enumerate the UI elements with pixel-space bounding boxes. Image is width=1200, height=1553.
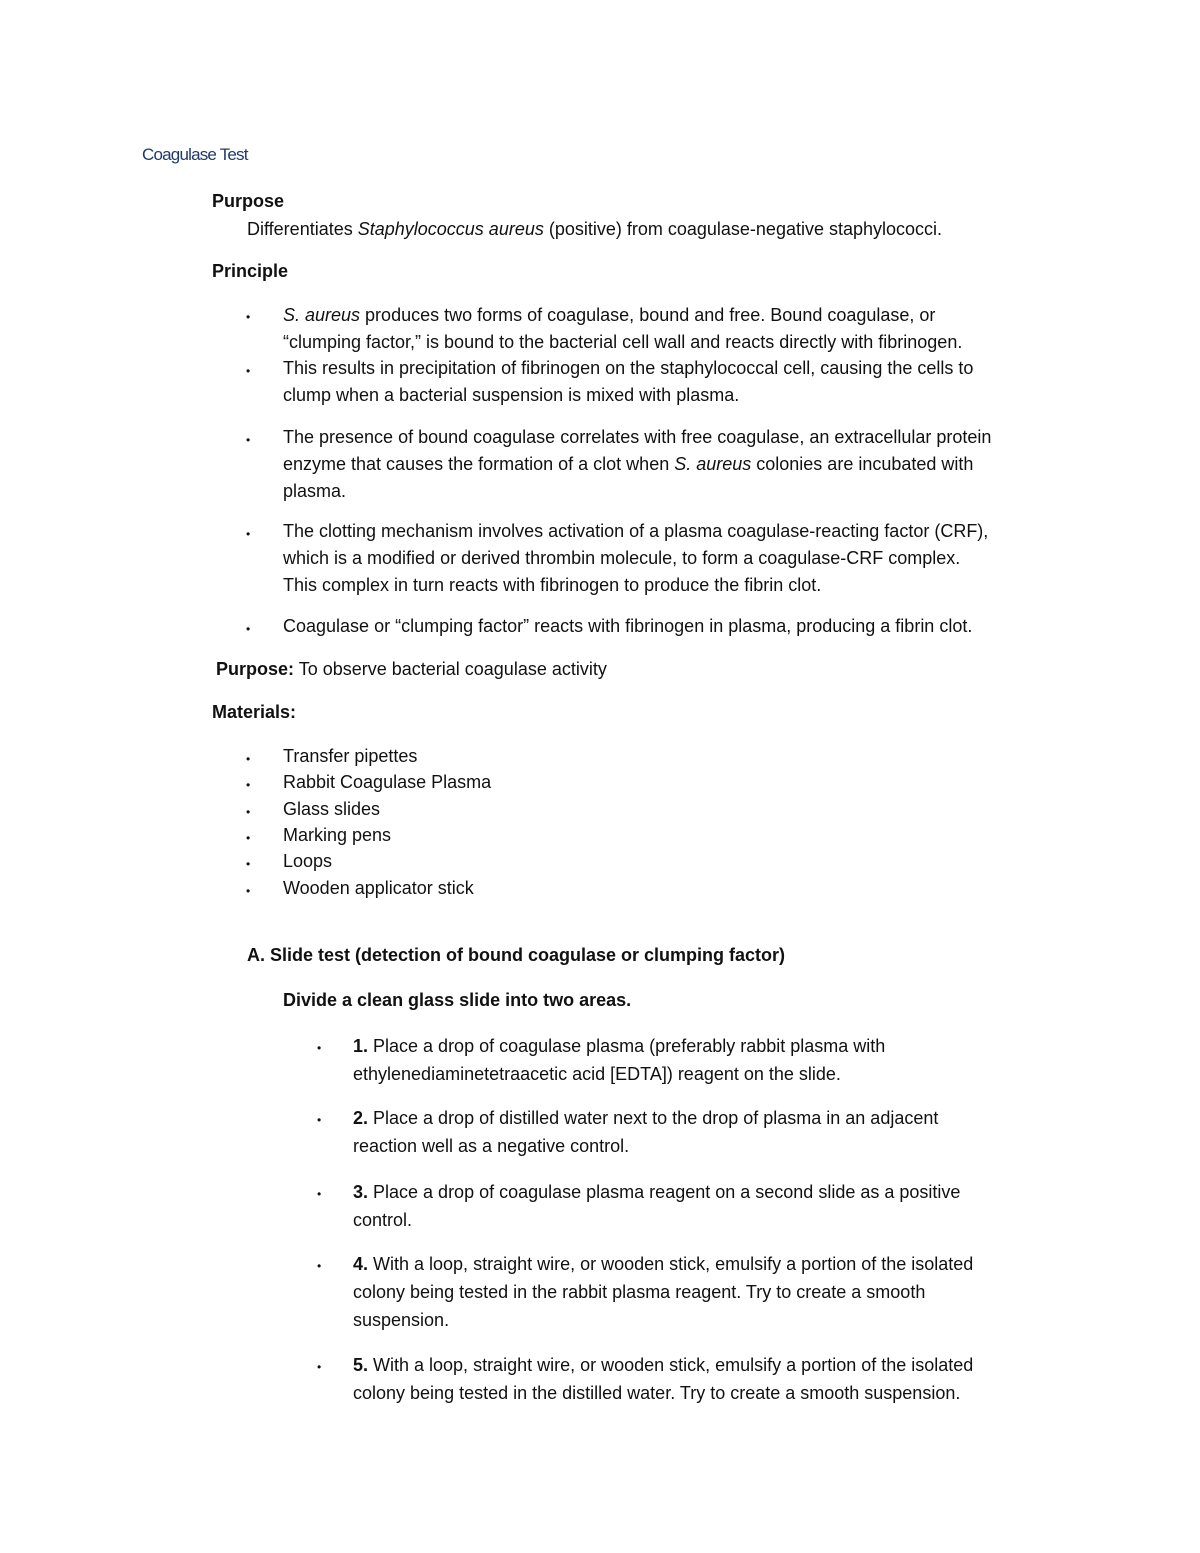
principle-text: clump when a bacterial suspension is mixed with plasma. — [283, 385, 740, 405]
principle-text: The clotting mechanism involves activation of a plasma coagulase-reacting factor (CRF), — [283, 521, 989, 541]
principle-heading: Principle — [212, 261, 289, 281]
principle-item — [283, 302, 962, 356]
principle-text: “clumping factor,” is bound to the bacterial cell wall and reacts directly with fibrinogen. — [283, 332, 963, 352]
step-text: With a loop, straight wire, or wooden stick, emulsify a portion of the isolated — [368, 1355, 974, 1375]
material-item: Rabbit Coagulase Plasma — [283, 772, 492, 792]
step-item — [353, 1032, 885, 1088]
organism-name: S. aureus — [283, 305, 361, 325]
step-text: colony being tested in the rabbit plasma reagent. Try to create a smooth — [353, 1282, 926, 1302]
step-text: Place a drop of coagulase plasma reagent on a second slide as a positive — [368, 1182, 961, 1202]
principle-text: colonies are incubated with — [751, 454, 974, 474]
principle-text: The presence of bound coagulase correlates with free coagulase, an extracellular protein — [283, 427, 992, 447]
principle-text: which is a modified or derived thrombin molecule, to form a coagulase-CRF complex. — [283, 548, 961, 568]
principle-text: plasma. — [283, 481, 347, 501]
step-text: With a loop, straight wire, or wooden stick, emulsify a portion of the isolated — [368, 1254, 974, 1274]
material-item: Glass slides — [283, 799, 381, 819]
step-number: 2. — [353, 1108, 369, 1128]
bullet: • — [317, 1113, 322, 1127]
bullet: • — [317, 1187, 322, 1201]
material-item: Marking pens — [283, 825, 392, 845]
material-item: Wooden applicator stick — [283, 878, 474, 898]
bullet: • — [246, 805, 251, 819]
step-text: ethylenediaminetetraacetic acid [EDTA]) reagent on the slide. — [353, 1064, 841, 1084]
principle-text: enzyme that causes the formation of a clot when — [283, 454, 675, 474]
step-item — [353, 1250, 973, 1334]
step-number: 3. — [353, 1182, 369, 1202]
purpose-suffix: (positive) from coagulase-negative staphylococci. — [543, 219, 943, 239]
materials-heading: Materials: — [212, 702, 297, 722]
bullet: • — [246, 831, 251, 845]
organism-name: S. aureus — [674, 454, 752, 474]
purpose-label: Purpose: — [216, 659, 295, 679]
document-title: Coagulase Test — [142, 145, 248, 164]
purpose-organism: Staphylococcus aureus — [357, 219, 544, 239]
purpose-text — [247, 216, 942, 242]
step-text: reaction well as a negative control. — [353, 1136, 630, 1156]
bullet: • — [246, 527, 251, 541]
bullet: • — [246, 433, 251, 447]
principle-text: This results in precipitation of fibrinogen on the staphylococcal cell, causing the cells to — [283, 358, 974, 378]
purpose-observe — [216, 656, 607, 682]
section-a-heading: A. Slide test (detection of bound coagulase or clumping factor) — [247, 945, 786, 965]
bullet: • — [246, 752, 251, 766]
principle-text: Coagulase or “clumping factor” reacts with fibrinogen in plasma, producing a fibrin clot. — [283, 616, 973, 636]
purpose-observe-text: To observe bacterial coagulase activity — [294, 659, 607, 679]
material-item: Transfer pipettes — [283, 746, 418, 766]
bullet: • — [246, 622, 251, 636]
step-number: 1. — [353, 1036, 369, 1056]
principle-item — [283, 355, 973, 409]
step-item — [353, 1351, 973, 1407]
bullet: • — [246, 857, 251, 871]
principle-text: produces two forms of coagulase, bound and free. Bound coagulase, or — [360, 305, 936, 325]
step-text: Place a drop of distilled water next to the drop of plasma in an adjacent — [368, 1108, 939, 1128]
step-number: 5. — [353, 1355, 369, 1375]
material-item: Loops — [283, 851, 333, 871]
principle-item — [283, 424, 991, 505]
principle-item — [283, 613, 972, 640]
bullet: • — [317, 1360, 322, 1374]
bullet: • — [246, 310, 251, 324]
bullet: • — [317, 1259, 322, 1273]
step-item — [353, 1104, 938, 1160]
divide-heading: Divide a clean glass slide into two areas. — [283, 990, 632, 1010]
step-number: 4. — [353, 1254, 369, 1274]
step-item — [353, 1178, 960, 1234]
purpose-prefix: Differentiates — [247, 219, 358, 239]
principle-text: This complex in turn reacts with fibrinogen to produce the fibrin clot. — [283, 575, 822, 595]
step-text: colony being tested in the distilled water. Try to create a smooth suspension. — [353, 1383, 961, 1403]
bullet: • — [246, 364, 251, 378]
bullet: • — [317, 1041, 322, 1055]
principle-item — [283, 518, 988, 599]
step-text: control. — [353, 1210, 413, 1230]
bullet: • — [246, 778, 251, 792]
purpose-heading: Purpose — [212, 191, 285, 211]
step-text: Place a drop of coagulase plasma (preferably rabbit plasma with — [368, 1036, 886, 1056]
bullet: • — [246, 884, 251, 898]
step-text: suspension. — [353, 1310, 450, 1330]
